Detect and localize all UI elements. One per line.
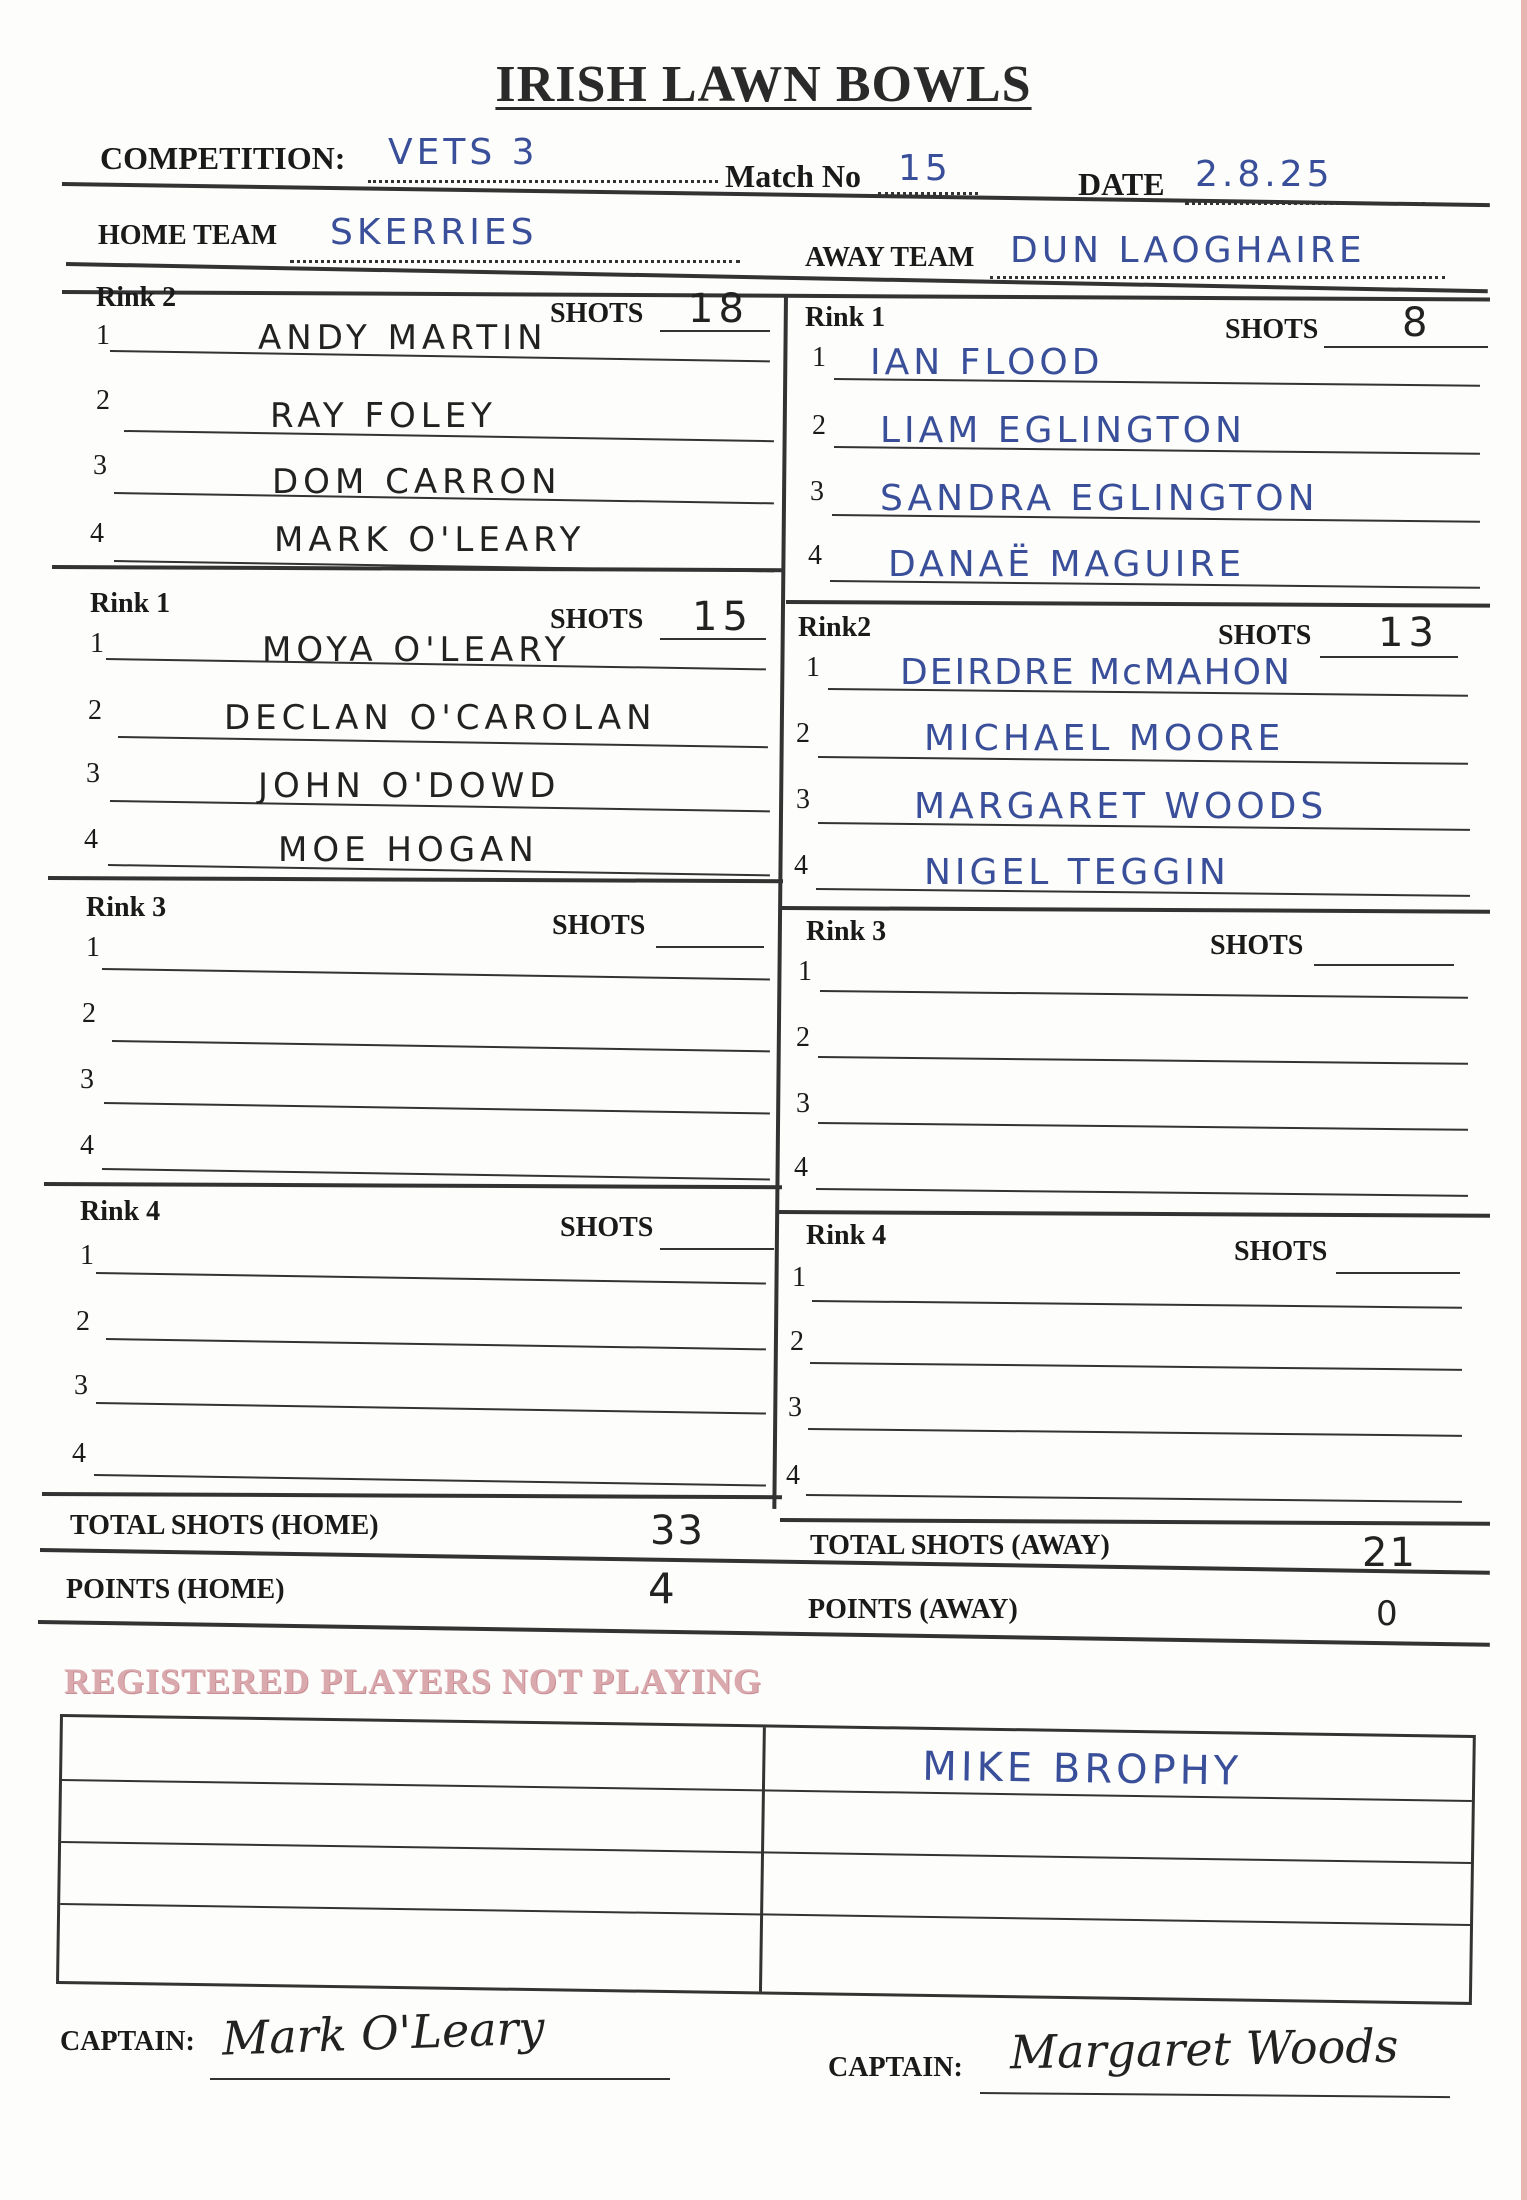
match-label: Match No xyxy=(725,158,861,194)
home-team-label: HOME TEAM xyxy=(98,220,278,251)
home-rink-1-player-4[interactable]: MARK O'LEARY xyxy=(274,520,586,560)
away-rink-4-label: Rink 4 xyxy=(806,1220,887,1251)
row-number: 2 xyxy=(796,1022,810,1053)
away-rink-3-shots-line[interactable] xyxy=(1314,964,1454,966)
player-line[interactable] xyxy=(102,1168,770,1180)
home-rink-3-shots-line[interactable] xyxy=(656,946,764,948)
away-rink-2-player-4[interactable]: NIGEL TEGGIN xyxy=(924,852,1230,893)
away-captain-line xyxy=(980,2092,1450,2098)
away-rink-3-label: Rink 3 xyxy=(806,916,887,947)
player-line[interactable] xyxy=(94,1474,766,1487)
home-rink-1-shots[interactable]: 18 xyxy=(688,286,749,332)
player-line[interactable] xyxy=(812,1300,1462,1309)
row-number: 1 xyxy=(798,956,812,987)
row-number: 3 xyxy=(74,1370,88,1401)
home-points-label: POINTS (HOME) xyxy=(66,1574,285,1605)
away-rink-1-label: Rink 1 xyxy=(805,302,886,333)
row-number: 3 xyxy=(80,1064,94,1095)
row-number: 1 xyxy=(96,320,110,351)
player-line[interactable] xyxy=(106,1338,766,1350)
away-rink-2-player-2[interactable]: MICHAEL MOORE xyxy=(924,718,1285,759)
registered-row-line xyxy=(62,1779,1472,1802)
home-rink-separator xyxy=(48,876,783,883)
home-rink-4-label: Rink 4 xyxy=(80,1196,161,1227)
away-rink-separator xyxy=(780,1518,1490,1526)
away-rink-separator xyxy=(778,1210,1490,1218)
home-total-label: TOTAL SHOTS (HOME) xyxy=(70,1510,379,1541)
home-rink-2-shots[interactable]: 15 xyxy=(692,594,753,640)
row-number: 4 xyxy=(808,540,822,571)
player-line[interactable] xyxy=(96,1402,766,1415)
home-team-field[interactable] xyxy=(290,214,740,263)
date-value: 2.8.25 xyxy=(1195,154,1334,195)
away-total-label: TOTAL SHOTS (AWAY) xyxy=(810,1530,1110,1561)
home-rink-2-label: Rink 1 xyxy=(90,588,171,619)
player-line[interactable] xyxy=(816,1188,1468,1197)
row-number: 3 xyxy=(93,450,107,481)
away-rink-1-player-3[interactable]: SANDRA EGLINGTON xyxy=(880,478,1319,519)
away-team-label: AWAY TEAM xyxy=(805,242,975,273)
home-captain-label: CAPTAIN: xyxy=(60,2026,195,2057)
row-number: 3 xyxy=(788,1392,802,1423)
away-rink-2-player-3[interactable]: MARGARET WOODS xyxy=(914,786,1328,827)
home-rink-1-player-3[interactable]: DOM CARRON xyxy=(272,462,562,502)
row-number: 1 xyxy=(806,652,820,683)
player-line[interactable] xyxy=(818,1056,1468,1065)
row-number: 1 xyxy=(80,1240,94,1271)
row-number: 2 xyxy=(796,718,810,749)
away-rink-separator xyxy=(782,906,1490,914)
home-total-value[interactable]: 33 xyxy=(650,1508,705,1554)
player-line[interactable] xyxy=(820,990,1468,999)
registered-heading: REGISTERED PLAYERS NOT PLAYING xyxy=(64,1661,762,1701)
row-number: 1 xyxy=(90,628,104,659)
away-rink-1-shots-line xyxy=(1324,346,1488,348)
totals-rule xyxy=(40,1548,1490,1575)
row-number: 4 xyxy=(84,824,98,855)
away-rink-1-shots[interactable]: 8 xyxy=(1402,300,1433,346)
player-line[interactable] xyxy=(102,968,770,980)
home-points-value[interactable]: 4 xyxy=(648,1564,680,1613)
match-value: 15 xyxy=(898,148,952,189)
row-number: 1 xyxy=(812,342,826,373)
away-team-value: DUN LAOGHAIRE xyxy=(1010,230,1366,271)
row-number: 3 xyxy=(796,784,810,815)
competition-field[interactable] xyxy=(368,132,718,183)
row-number: 1 xyxy=(792,1262,806,1293)
player-line[interactable] xyxy=(806,1494,1462,1503)
match-field[interactable] xyxy=(878,148,978,195)
away-rink-2-shots[interactable]: 13 xyxy=(1378,610,1439,656)
away-captain-label: CAPTAIN: xyxy=(828,2052,963,2083)
row-number: 2 xyxy=(82,998,96,1029)
player-line[interactable] xyxy=(104,1102,770,1114)
date-label: DATE xyxy=(1078,166,1165,202)
points-rule xyxy=(38,1620,1490,1647)
home-rink-separator xyxy=(42,1492,782,1499)
row-number: 3 xyxy=(796,1088,810,1119)
row-number: 4 xyxy=(786,1460,800,1491)
player-line[interactable] xyxy=(810,1362,1462,1371)
row-number: 2 xyxy=(88,695,102,726)
away-rink-1-player-2[interactable]: LIAM EGLINGTON xyxy=(880,410,1246,451)
registered-table-divider xyxy=(759,1727,766,1991)
player-line[interactable] xyxy=(96,1272,766,1285)
home-rink-1-label: Rink 2 xyxy=(96,282,177,313)
row-number: 4 xyxy=(80,1130,94,1161)
home-rink-separator xyxy=(52,565,785,572)
row-number: 4 xyxy=(90,518,104,549)
away-rink-separator xyxy=(786,600,1490,608)
home-captain-line xyxy=(210,2078,670,2080)
home-rink-1-player-1[interactable]: ANDY MARTIN xyxy=(258,318,548,358)
away-rink-2-shots-label: SHOTS xyxy=(1218,620,1312,651)
away-rink-1-shots-label: SHOTS xyxy=(1225,314,1319,345)
home-rink-4-shots-label: SHOTS xyxy=(560,1212,654,1243)
away-rink-1-player-1[interactable]: IAN FLOOD xyxy=(870,342,1104,383)
row-number: 2 xyxy=(790,1326,804,1357)
column-divider xyxy=(772,294,788,1509)
home-rink-2-player-4[interactable]: MOE HOGAN xyxy=(278,830,539,870)
row-number: 4 xyxy=(794,850,808,881)
home-rink-4-shots-line[interactable] xyxy=(660,1248,774,1250)
away-captain-signature[interactable]: Margaret Woods xyxy=(1009,2018,1399,2080)
away-points-label: POINTS (AWAY) xyxy=(808,1594,1018,1625)
registered-row-line xyxy=(60,1903,1470,1926)
row-number: 2 xyxy=(96,385,110,416)
away-rink-4-shots-line[interactable] xyxy=(1336,1272,1460,1274)
home-rink-2-player-2[interactable]: DECLAN O'CAROLAN xyxy=(224,698,657,738)
home-rink-2-shots-label: SHOTS xyxy=(550,604,644,635)
player-line[interactable] xyxy=(818,1122,1468,1131)
row-number: 2 xyxy=(76,1306,90,1337)
away-rink-4-shots-label: SHOTS xyxy=(1234,1236,1328,1267)
home-captain-signature[interactable]: Mark O'Leary xyxy=(221,2000,546,2066)
away-rink-2-player-1[interactable]: DEIRDRE McMAHON xyxy=(900,652,1292,693)
competition-label: COMPETITION: xyxy=(100,140,346,176)
away-rink-2-shots-line xyxy=(1320,656,1458,658)
away-team-field[interactable] xyxy=(990,230,1445,279)
away-rink-2-label: Rink2 xyxy=(798,612,872,643)
home-rink-separator xyxy=(44,1182,782,1189)
away-rink-1-player-4[interactable]: DANAË MAGUIRE xyxy=(888,544,1246,585)
row-number: 1 xyxy=(86,932,100,963)
home-rink-1-shots-label: SHOTS xyxy=(550,298,644,329)
registered-away-1[interactable]: MIKE BROPHY xyxy=(921,1743,1243,1795)
player-line[interactable] xyxy=(808,1428,1462,1437)
registered-table xyxy=(56,1714,1476,2005)
player-line[interactable] xyxy=(112,1040,770,1052)
competition-value: VETS 3 xyxy=(388,132,539,173)
paper-edge xyxy=(1521,0,1527,2200)
header-rule-3 xyxy=(62,290,1490,301)
home-rink-1-player-2[interactable]: RAY FOLEY xyxy=(270,396,497,436)
row-number: 4 xyxy=(794,1152,808,1183)
home-rink-2-player-1[interactable]: MOYA O'LEARY xyxy=(262,630,571,670)
row-number: 3 xyxy=(810,476,824,507)
row-number: 4 xyxy=(72,1438,86,1469)
row-number: 3 xyxy=(86,758,100,789)
row-number: 2 xyxy=(812,410,826,441)
away-total-value[interactable]: 21 xyxy=(1362,1530,1417,1576)
form-title: IRISH LAWN BOWLS xyxy=(495,56,1032,113)
away-rink-3-shots-label: SHOTS xyxy=(1210,930,1304,961)
home-rink-3-shots-label: SHOTS xyxy=(552,910,646,941)
home-rink-3-label: Rink 3 xyxy=(86,892,167,923)
registered-row-line xyxy=(61,1841,1471,1864)
home-rink-2-player-3[interactable]: JOHN O'DOWD xyxy=(258,766,561,806)
away-points-value[interactable]: 0 xyxy=(1376,1594,1403,1634)
home-team-value: SKERRIES xyxy=(330,212,538,253)
